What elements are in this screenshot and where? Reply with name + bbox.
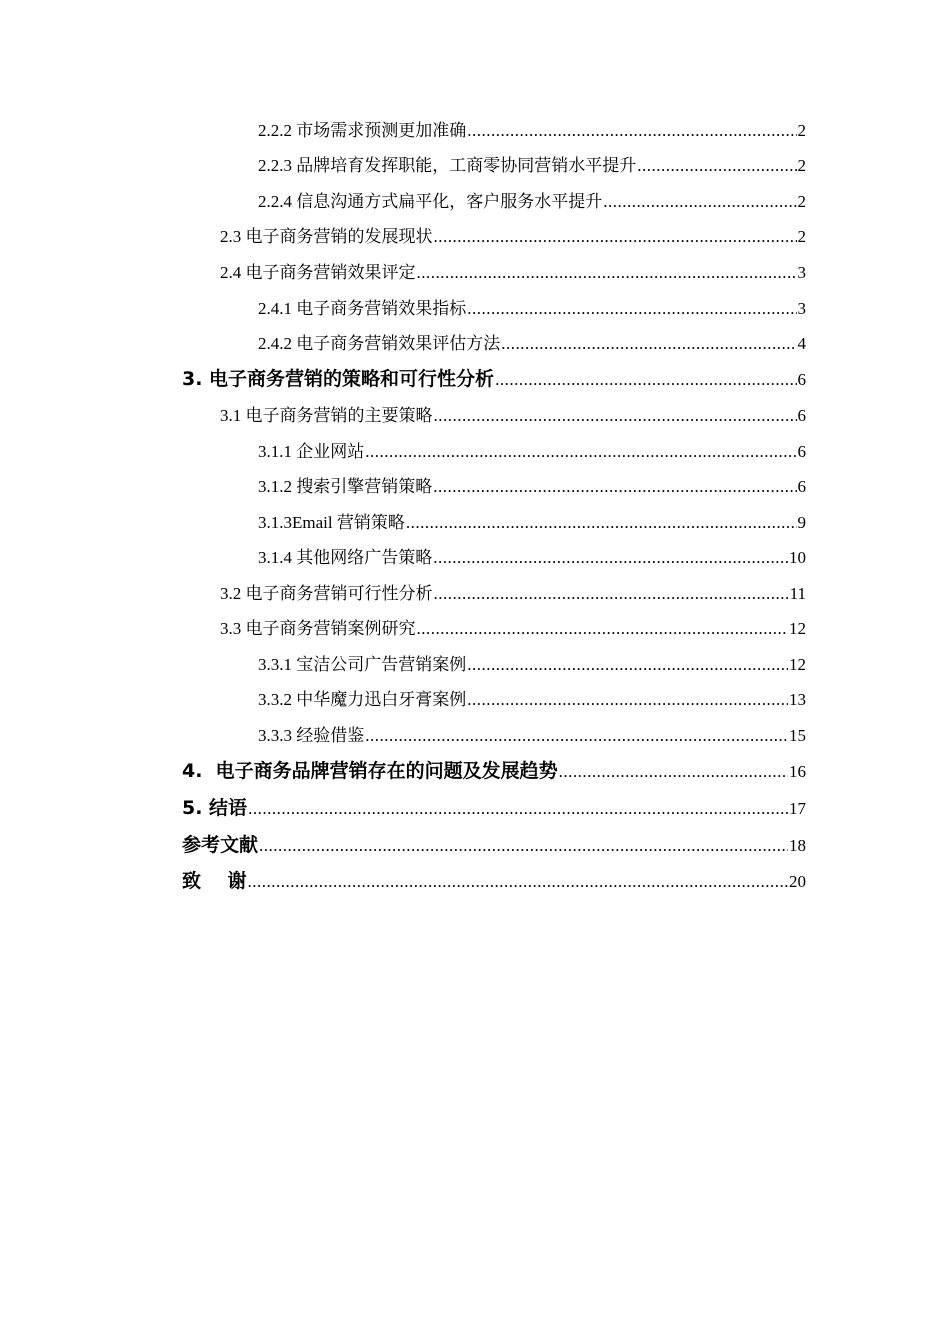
- toc-entry[interactable]: [220, 579, 806, 604]
- toc-page-number: 2: [797, 121, 806, 140]
- toc-page-number: 6: [797, 406, 806, 425]
- toc-entry[interactable]: [220, 258, 806, 283]
- toc-entry-label: 参考文献: [182, 834, 259, 856]
- toc-page-number: 13: [789, 690, 806, 709]
- toc-entry[interactable]: [258, 472, 806, 497]
- dot-leader: [495, 370, 796, 390]
- toc-page-number: 9: [797, 513, 806, 532]
- toc-entry-label: 2.2.3 品牌培育发挥职能，工商零协同营销水平提升: [258, 156, 637, 175]
- dot-leader: [365, 726, 788, 746]
- toc-entry[interactable]: [220, 614, 806, 639]
- toc-entry-label: 3.1 电子商务营销的主要策略: [220, 406, 433, 425]
- dot-leader: [467, 655, 788, 675]
- toc-page-number: 2: [797, 227, 806, 246]
- toc-entry[interactable]: [258, 508, 806, 533]
- dot-leader: [433, 477, 796, 497]
- toc-entry-label: 3.2 电子商务营销可行性分析: [220, 584, 433, 603]
- dot-leader: [247, 872, 788, 892]
- toc-entry[interactable]: [258, 721, 806, 746]
- toc-page-number: 17: [789, 799, 806, 818]
- toc-entry-label: 3.1.1 企业网站: [258, 442, 365, 461]
- toc-page-number: 20: [789, 872, 806, 891]
- toc-entry-label: 2.4.1 电子商务营销效果指标: [258, 299, 467, 318]
- toc-page-number: 10: [789, 548, 806, 567]
- toc-entry[interactable]: [182, 866, 806, 893]
- dot-leader: [248, 799, 788, 819]
- toc-entry[interactable]: [258, 187, 806, 212]
- toc-entry[interactable]: [258, 437, 806, 462]
- dot-leader: [417, 619, 789, 639]
- toc-page-number: 3: [797, 299, 806, 318]
- toc-page-number: 3: [797, 263, 806, 282]
- toc-entry-label: 2.2.2 市场需求预测更加准确: [258, 121, 467, 140]
- toc-entry[interactable]: [258, 329, 806, 354]
- toc-entry-label: 3.1.3Email 营销策略: [258, 513, 405, 532]
- toc-page-number: 4: [797, 334, 806, 353]
- toc-entry[interactable]: [182, 364, 806, 391]
- toc-entry-label: 2.3 电子商务营销的发展现状: [220, 227, 433, 246]
- toc-entry[interactable]: [258, 151, 806, 176]
- toc-page-number: 6: [797, 370, 806, 389]
- toc-page-number: 12: [789, 619, 806, 638]
- dot-leader: [434, 406, 797, 426]
- toc-entry-label: 2.4.2 电子商务营销效果评估方法: [258, 334, 501, 353]
- dot-leader: [559, 762, 788, 782]
- dot-leader: [406, 513, 797, 533]
- toc-entry-label: 致 谢: [182, 870, 247, 892]
- dot-leader: [365, 442, 796, 462]
- toc-entry-label: 2.4 电子商务营销效果评定: [220, 263, 416, 282]
- dot-leader: [434, 227, 797, 247]
- toc-entry-label: 3.3.3 经验借鉴: [258, 726, 365, 745]
- toc-entry-label: 4. 电子商务品牌营销存在的问题及发展趋势: [182, 760, 558, 782]
- toc-entry-label: 3.1.4 其他网络广告策略: [258, 548, 433, 567]
- toc-entry-label: 5. 结语: [182, 797, 248, 819]
- toc-entry[interactable]: [258, 543, 806, 568]
- toc-entry[interactable]: [258, 685, 806, 710]
- toc-page-number: 6: [797, 477, 806, 496]
- dot-leader: [467, 299, 796, 319]
- toc-entry[interactable]: [182, 756, 806, 783]
- toc-entry-label: 2.2.4 信息沟通方式扁平化，客户服务水平提升: [258, 192, 603, 211]
- toc-page-number: 18: [789, 836, 806, 855]
- toc-entry[interactable]: [258, 116, 806, 141]
- toc-entry-label: 3.3 电子商务营销案例研究: [220, 619, 416, 638]
- dot-leader: [433, 548, 788, 568]
- dot-leader: [637, 156, 796, 176]
- toc-entry[interactable]: [182, 830, 806, 857]
- dot-leader: [501, 334, 796, 354]
- toc-entry[interactable]: [258, 650, 806, 675]
- dot-leader: [259, 836, 788, 856]
- toc-entry[interactable]: [220, 222, 806, 247]
- toc-page-number: 16: [789, 762, 806, 781]
- dot-leader: [417, 263, 797, 283]
- toc-page-number: 2: [797, 156, 806, 175]
- toc-page-number: 6: [797, 442, 806, 461]
- dot-leader: [603, 192, 796, 212]
- toc-page-number: 11: [789, 584, 806, 603]
- toc-entry-label: 3. 电子商务营销的策略和可行性分析: [182, 368, 495, 390]
- toc-entry-label: 3.1.2 搜索引擎营销策略: [258, 477, 433, 496]
- toc-entry-label: 3.3.2 中华魔力迅白牙膏案例: [258, 690, 467, 709]
- dot-leader: [467, 690, 788, 710]
- toc-page-number: 12: [789, 655, 806, 674]
- toc-entry[interactable]: [182, 793, 806, 820]
- toc-entry[interactable]: [220, 401, 806, 426]
- toc-entry-label: 3.3.1 宝洁公司广告营销案例: [258, 655, 467, 674]
- toc-page-number: 2: [797, 192, 806, 211]
- toc-page-number: 15: [789, 726, 806, 745]
- dot-leader: [434, 584, 789, 604]
- toc-entry[interactable]: [258, 294, 806, 319]
- dot-leader: [467, 121, 796, 141]
